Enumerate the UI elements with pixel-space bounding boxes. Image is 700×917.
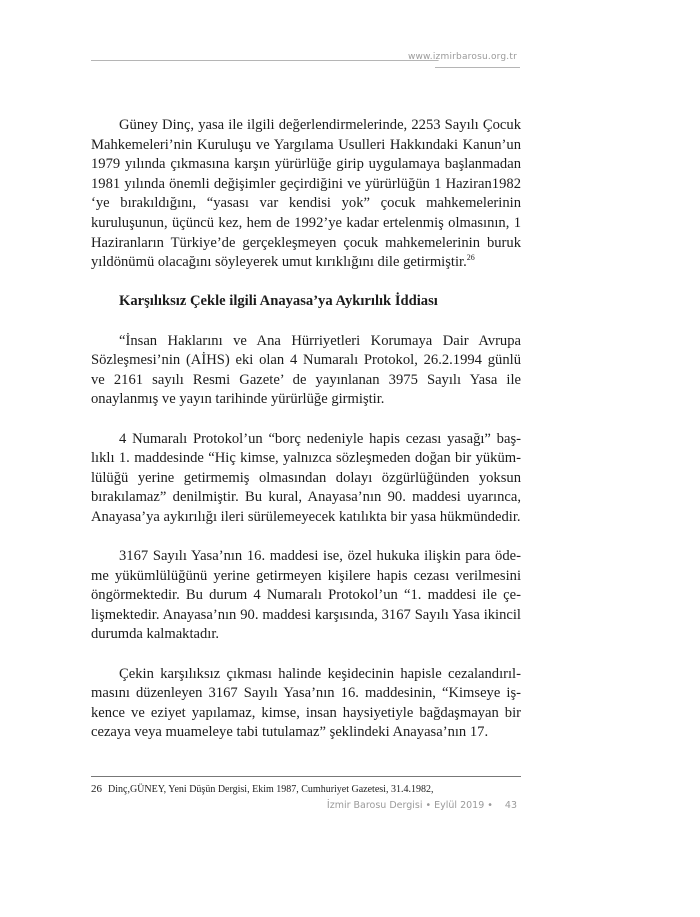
paragraph-5: Çekin karşılıksız çıkması halinde keşidecinin hapisle cezalandırılmasını düzenleyen 3167 Sayılı Yasa’nın 16. maddesinin, “Kimseye işkence ve eziyet yapılamaz, kimse, insan haysiyetiyle bağdaşmayan bir cezaya veya muameleye tabi tutulamaz” şeklindeki Anayasa’nın 17. [91,665,521,741]
footnote-ref: 26 [466,253,475,263]
footer-journal: İzmir Barosu Dergisi • Eylül 2019 • [326,800,493,811]
header-url: www.izmirbarosu.org.tr [407,52,517,62]
paragraph-2: “İnsan Haklarını ve Ana Hürriyetleri Korumaya Dair Avrupa Sözleşmesi’nin (AİHS) eki olan 4 Numaralı Protokol, 26.2.1994 günlü ve 2161 sayılı Resmi Gazete’ de yayınlanan 3975 Sayılı Yasa ile onaylanmış ve yayın tarihinde yürürlüğe girmiştir. [91,332,521,408]
paragraph-1-text: Güney Dinç, yasa ile ilgili değerlendirmelerinde, 2253 Sayılı Çocuk Mahkemeleri’nin Kuruluşu ve Yargılama Usulleri Hakkındaki Kanun’un 1979 yılında çıkmasına karşın yürürlüğe girip uygulamaya başlanmadan 1981 yılında önemli değişimler geçirdiğini ve yürürlüğün 1 Haziran1982 ‘ye bırakıldığını, “yasası var kendisi yok” çocuk mahkemelerinin kuruluşunun, üçüncü kez, hem de 1992’ye kadar ertelenmiş olmasının, 1 Haziranların Türkiye’de gerçekleşmeyen çocuk mahkemelerinin buruk yıldönümü olacağını söyleyerek umut kırıklığını dile getirmiştir. [91,117,521,271]
footnote-divider [91,776,521,777]
footnote [91,782,521,797]
paragraph-4: 3167 Sayılı Yasa’nın 16. maddesi ise, özel hukuka ilişkin para ödeme yükümlülüğünü yerine getirmeyen kişilere hapis cezası verilmesini öngörmektedir. Bu durum 4 Numaralı Protokol’un “1. maddesi ile çelişmektedir. Anayasa’nın 90. maddesi karşısında, 3167 Sayılı Yasa ikincil durumda kalmaktadır. [91,548,521,643]
page-footer [327,800,517,811]
page-body [91,116,521,743]
header-rule [91,60,427,61]
header-rule-right [435,67,520,68]
footnote-mark: 26 [91,783,102,795]
page-number: 43 [504,800,517,811]
paragraph-3: 4 Numaralı Protokol’un “borç nedeniyle hapis cezası yasağı” başlıklı 1. maddesinde “Hiç kimse, yalnızca sözleşmeden doğan bir yükümlülüğü yerine getirmemiş olmasından dolayı özgürlüğünden yoksun bırakılamaz” denilmiştir. Bu kural, Anayasa’nın 90. maddesi uyarınca, Anayasa’ya aykırılığı ileri sürülemeyecek katılıkta bir yasa hükmündedir. [91,430,521,525]
section-heading: Karşılıksız Çekle ilgili Anayasa’ya Aykırılık İddiası [119,293,438,310]
paragraph-1 [91,116,521,273]
footnote-text: Dinç,GÜNEY, Yeni Düşün Dergisi, Ekim 1987, Cumhuriyet Gazetesi, 31.4.1982, [108,784,434,795]
